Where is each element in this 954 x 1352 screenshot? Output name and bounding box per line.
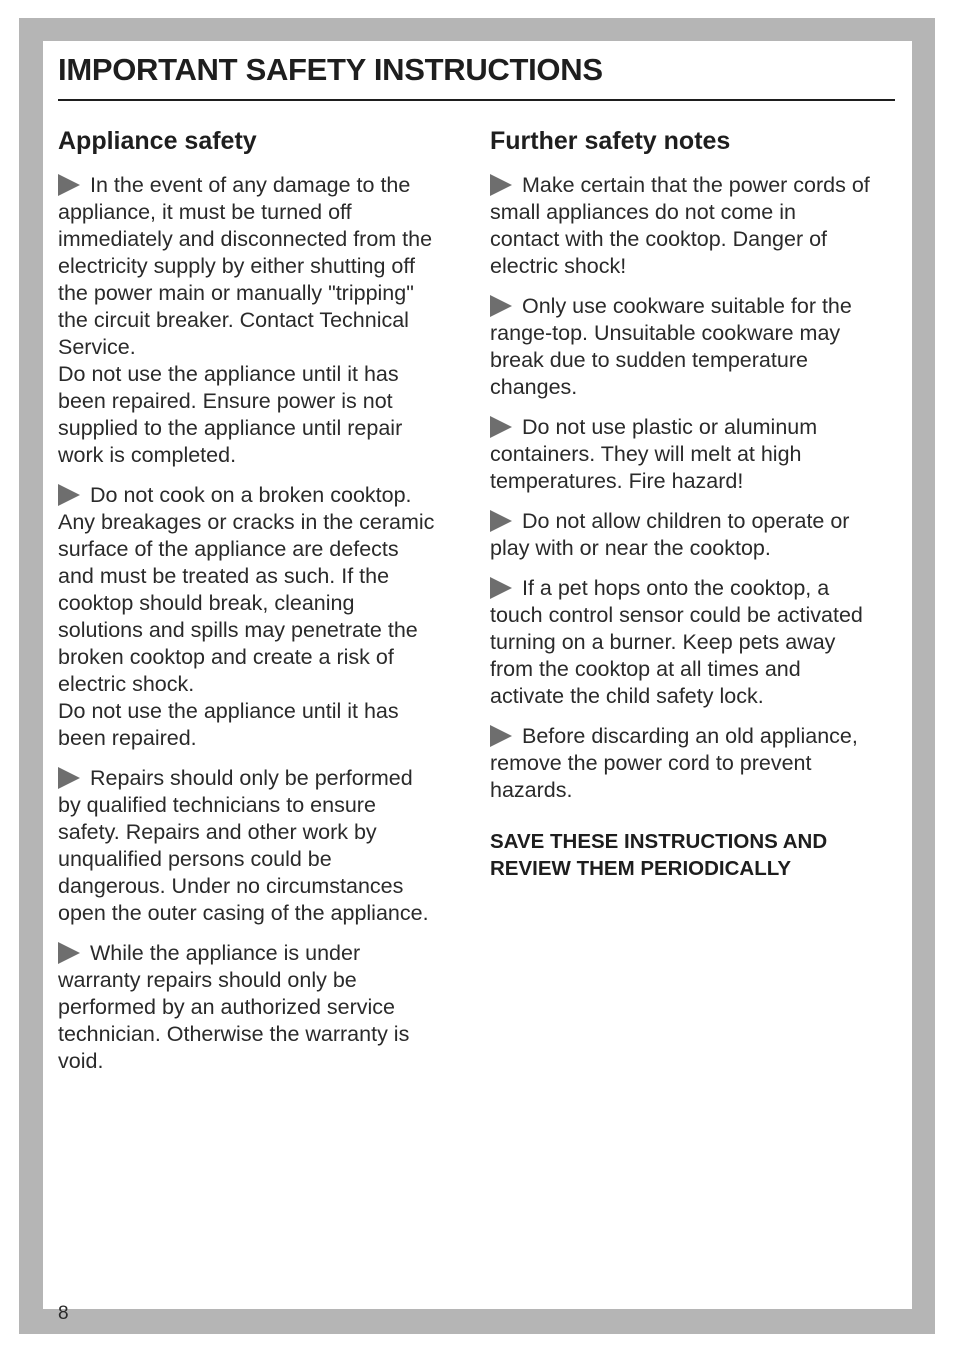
paragraph-line — [58, 334, 468, 361]
line-text: In the event of any damage to the — [90, 173, 411, 197]
page-title: IMPORTANT SAFETY INSTRUCTIONS — [58, 52, 603, 87]
line-text: electricity supply by either shutting off — [58, 254, 415, 278]
paragraph-line — [490, 602, 900, 629]
paragraph-line — [58, 873, 468, 900]
paragraph-line — [490, 226, 900, 253]
line-text: supplied to the appliance until repair — [58, 416, 403, 440]
safety-paragraph — [490, 575, 900, 710]
paragraph-line — [58, 226, 468, 253]
paragraph-line — [490, 629, 900, 656]
line-text: dangerous. Under no circumstances — [58, 874, 404, 898]
further-safety-column — [490, 124, 900, 882]
bullet-arrow-icon — [490, 725, 512, 747]
line-text: safety. Repairs and other work by — [58, 820, 377, 844]
line-text: the power main or manually "tripping" — [58, 281, 414, 305]
paragraph-line — [58, 644, 468, 671]
line-text: Make certain that the power cords of — [522, 173, 870, 197]
paragraph-line — [58, 792, 468, 819]
line-text: electric shock! — [490, 254, 627, 278]
paragraph-line — [490, 347, 900, 374]
line-text: Do not use the appliance until it has — [58, 362, 399, 386]
paragraph-line — [58, 590, 468, 617]
save-note-line: SAVE THESE INSTRUCTIONS AND — [490, 830, 828, 853]
line-text: small appliances do not come in — [490, 200, 796, 224]
appliance-safety-paragraphs — [58, 172, 468, 1075]
paragraph-line — [58, 765, 468, 792]
line-text: While the appliance is under — [90, 941, 361, 965]
paragraph-line — [490, 508, 900, 535]
line-text: play with or near the cooktop. — [490, 536, 771, 560]
paragraph-line — [58, 725, 468, 752]
line-text: If a pet hops onto the cooktop, a — [522, 576, 830, 600]
line-text: technician. Otherwise the warranty is — [58, 1022, 410, 1046]
line-text: activate the child safety lock. — [490, 684, 764, 708]
line-text: turning on a burner. Keep pets away — [490, 630, 836, 654]
paragraph-line — [490, 777, 900, 804]
paragraph-line — [490, 172, 900, 199]
paragraph-line — [58, 698, 468, 725]
line-text: solutions and spills may penetrate the — [58, 618, 418, 642]
paragraph-line — [58, 307, 468, 334]
save-instructions-note — [490, 828, 900, 882]
line-text: break due to sudden temperature — [490, 348, 808, 372]
title-divider — [58, 99, 895, 101]
line-text: the circuit breaker. Contact Technical — [58, 308, 409, 332]
bullet-arrow-icon — [58, 942, 80, 964]
further-safety-heading: Further safety notes — [490, 127, 731, 155]
page-number: 8 — [58, 1303, 69, 1324]
line-text: been repaired. — [58, 726, 197, 750]
line-text: and must be treated as such. If the — [58, 564, 390, 588]
line-text: warranty repairs should only be — [58, 968, 357, 992]
safety-paragraph — [58, 482, 468, 752]
line-text: hazards. — [490, 778, 573, 802]
paragraph-line — [58, 994, 468, 1021]
paragraph-line — [490, 253, 900, 280]
line-text: containers. They will melt at high — [490, 442, 802, 466]
line-text: cooktop should break, cleaning — [58, 591, 355, 615]
line-text: Do not cook on a broken cooktop. — [90, 483, 412, 507]
safety-paragraph — [58, 172, 468, 469]
paragraph-line — [490, 535, 900, 562]
paragraph-line — [58, 1021, 468, 1048]
paragraph-line — [58, 900, 468, 927]
paragraph-line — [490, 199, 900, 226]
line-text: remove the power cord to prevent — [490, 751, 812, 775]
safety-paragraph — [58, 765, 468, 927]
paragraph-line — [490, 683, 900, 710]
safety-paragraph — [490, 293, 900, 401]
line-text: broken cooktop and create a risk of — [58, 645, 394, 669]
bullet-arrow-icon — [58, 174, 80, 196]
paragraph-line — [58, 819, 468, 846]
line-text: appliance, it must be turned off — [58, 200, 352, 224]
paragraph-line — [58, 536, 468, 563]
bullet-arrow-icon — [490, 416, 512, 438]
line-text: Any breakages or cracks in the ceramic — [58, 510, 435, 534]
bullet-arrow-icon — [490, 577, 512, 599]
paragraph-line — [58, 846, 468, 873]
paragraph-line — [490, 750, 900, 777]
line-text: Only use cookware suitable for the — [522, 294, 852, 318]
paragraph-line — [58, 967, 468, 994]
safety-paragraph — [58, 940, 468, 1075]
line-text: unqualified persons could be — [58, 847, 332, 871]
appliance-safety-heading: Appliance safety — [58, 127, 257, 155]
bullet-arrow-icon — [490, 295, 512, 317]
paragraph-line — [58, 940, 468, 967]
paragraph-line — [58, 415, 468, 442]
paragraph-line — [58, 199, 468, 226]
paragraph-line — [490, 656, 900, 683]
safety-paragraph — [490, 508, 900, 562]
paragraph-line — [58, 509, 468, 536]
paragraph-line — [58, 388, 468, 415]
paragraph-line — [490, 320, 900, 347]
line-text: open the outer casing of the appliance. — [58, 901, 429, 925]
line-text: immediately and disconnected from the — [58, 227, 433, 251]
paragraph-line — [490, 293, 900, 320]
paragraph-line — [58, 442, 468, 469]
paragraph-line — [58, 617, 468, 644]
bullet-arrow-icon — [490, 174, 512, 196]
line-text: electric shock. — [58, 672, 195, 696]
line-text: Repairs should only be performed — [90, 766, 413, 790]
paragraph-line — [490, 414, 900, 441]
line-text: Before discarding an old appliance, — [522, 724, 858, 748]
bullet-arrow-icon — [58, 767, 80, 789]
line-text: contact with the cooktop. Danger of — [490, 227, 828, 251]
paragraph-line — [58, 253, 468, 280]
paragraph-line — [58, 172, 468, 199]
appliance-safety-column — [58, 124, 468, 1088]
line-text: Do not allow children to operate or — [522, 509, 850, 533]
line-text: from the cooktop at all times and — [490, 657, 801, 681]
paragraph-line — [490, 441, 900, 468]
line-text: temperatures. Fire hazard! — [490, 469, 744, 493]
safety-paragraph — [490, 723, 900, 804]
line-text: surface of the appliance are defects — [58, 537, 399, 561]
further-safety-paragraphs — [490, 172, 900, 804]
line-text: by qualified technicians to ensure — [58, 793, 376, 817]
line-text: touch control sensor could be activated — [490, 603, 863, 627]
safety-paragraph — [490, 414, 900, 495]
line-text: performed by an authorized service — [58, 995, 396, 1019]
paragraph-line — [58, 563, 468, 590]
paragraph-line — [58, 671, 468, 698]
paragraph-line — [58, 482, 468, 509]
paragraph-line — [490, 723, 900, 750]
line-text: range-top. Unsuitable cookware may — [490, 321, 841, 345]
bullet-arrow-icon — [490, 510, 512, 532]
line-text: void. — [58, 1049, 104, 1073]
paragraph-line — [58, 361, 468, 388]
safety-paragraph — [490, 172, 900, 280]
bullet-arrow-icon — [58, 484, 80, 506]
line-text: work is completed. — [58, 443, 237, 467]
line-text: Service. — [58, 335, 136, 359]
line-text: been repaired. Ensure power is not — [58, 389, 393, 413]
paragraph-line — [490, 468, 900, 495]
paragraph-line — [490, 374, 900, 401]
line-text: changes. — [490, 375, 578, 399]
paragraph-line — [58, 1048, 468, 1075]
save-note-line: REVIEW THEM PERIODICALLY — [490, 857, 792, 880]
paragraph-line — [490, 575, 900, 602]
line-text: Do not use plastic or aluminum — [522, 415, 818, 439]
paragraph-line — [58, 280, 468, 307]
line-text: Do not use the appliance until it has — [58, 699, 399, 723]
